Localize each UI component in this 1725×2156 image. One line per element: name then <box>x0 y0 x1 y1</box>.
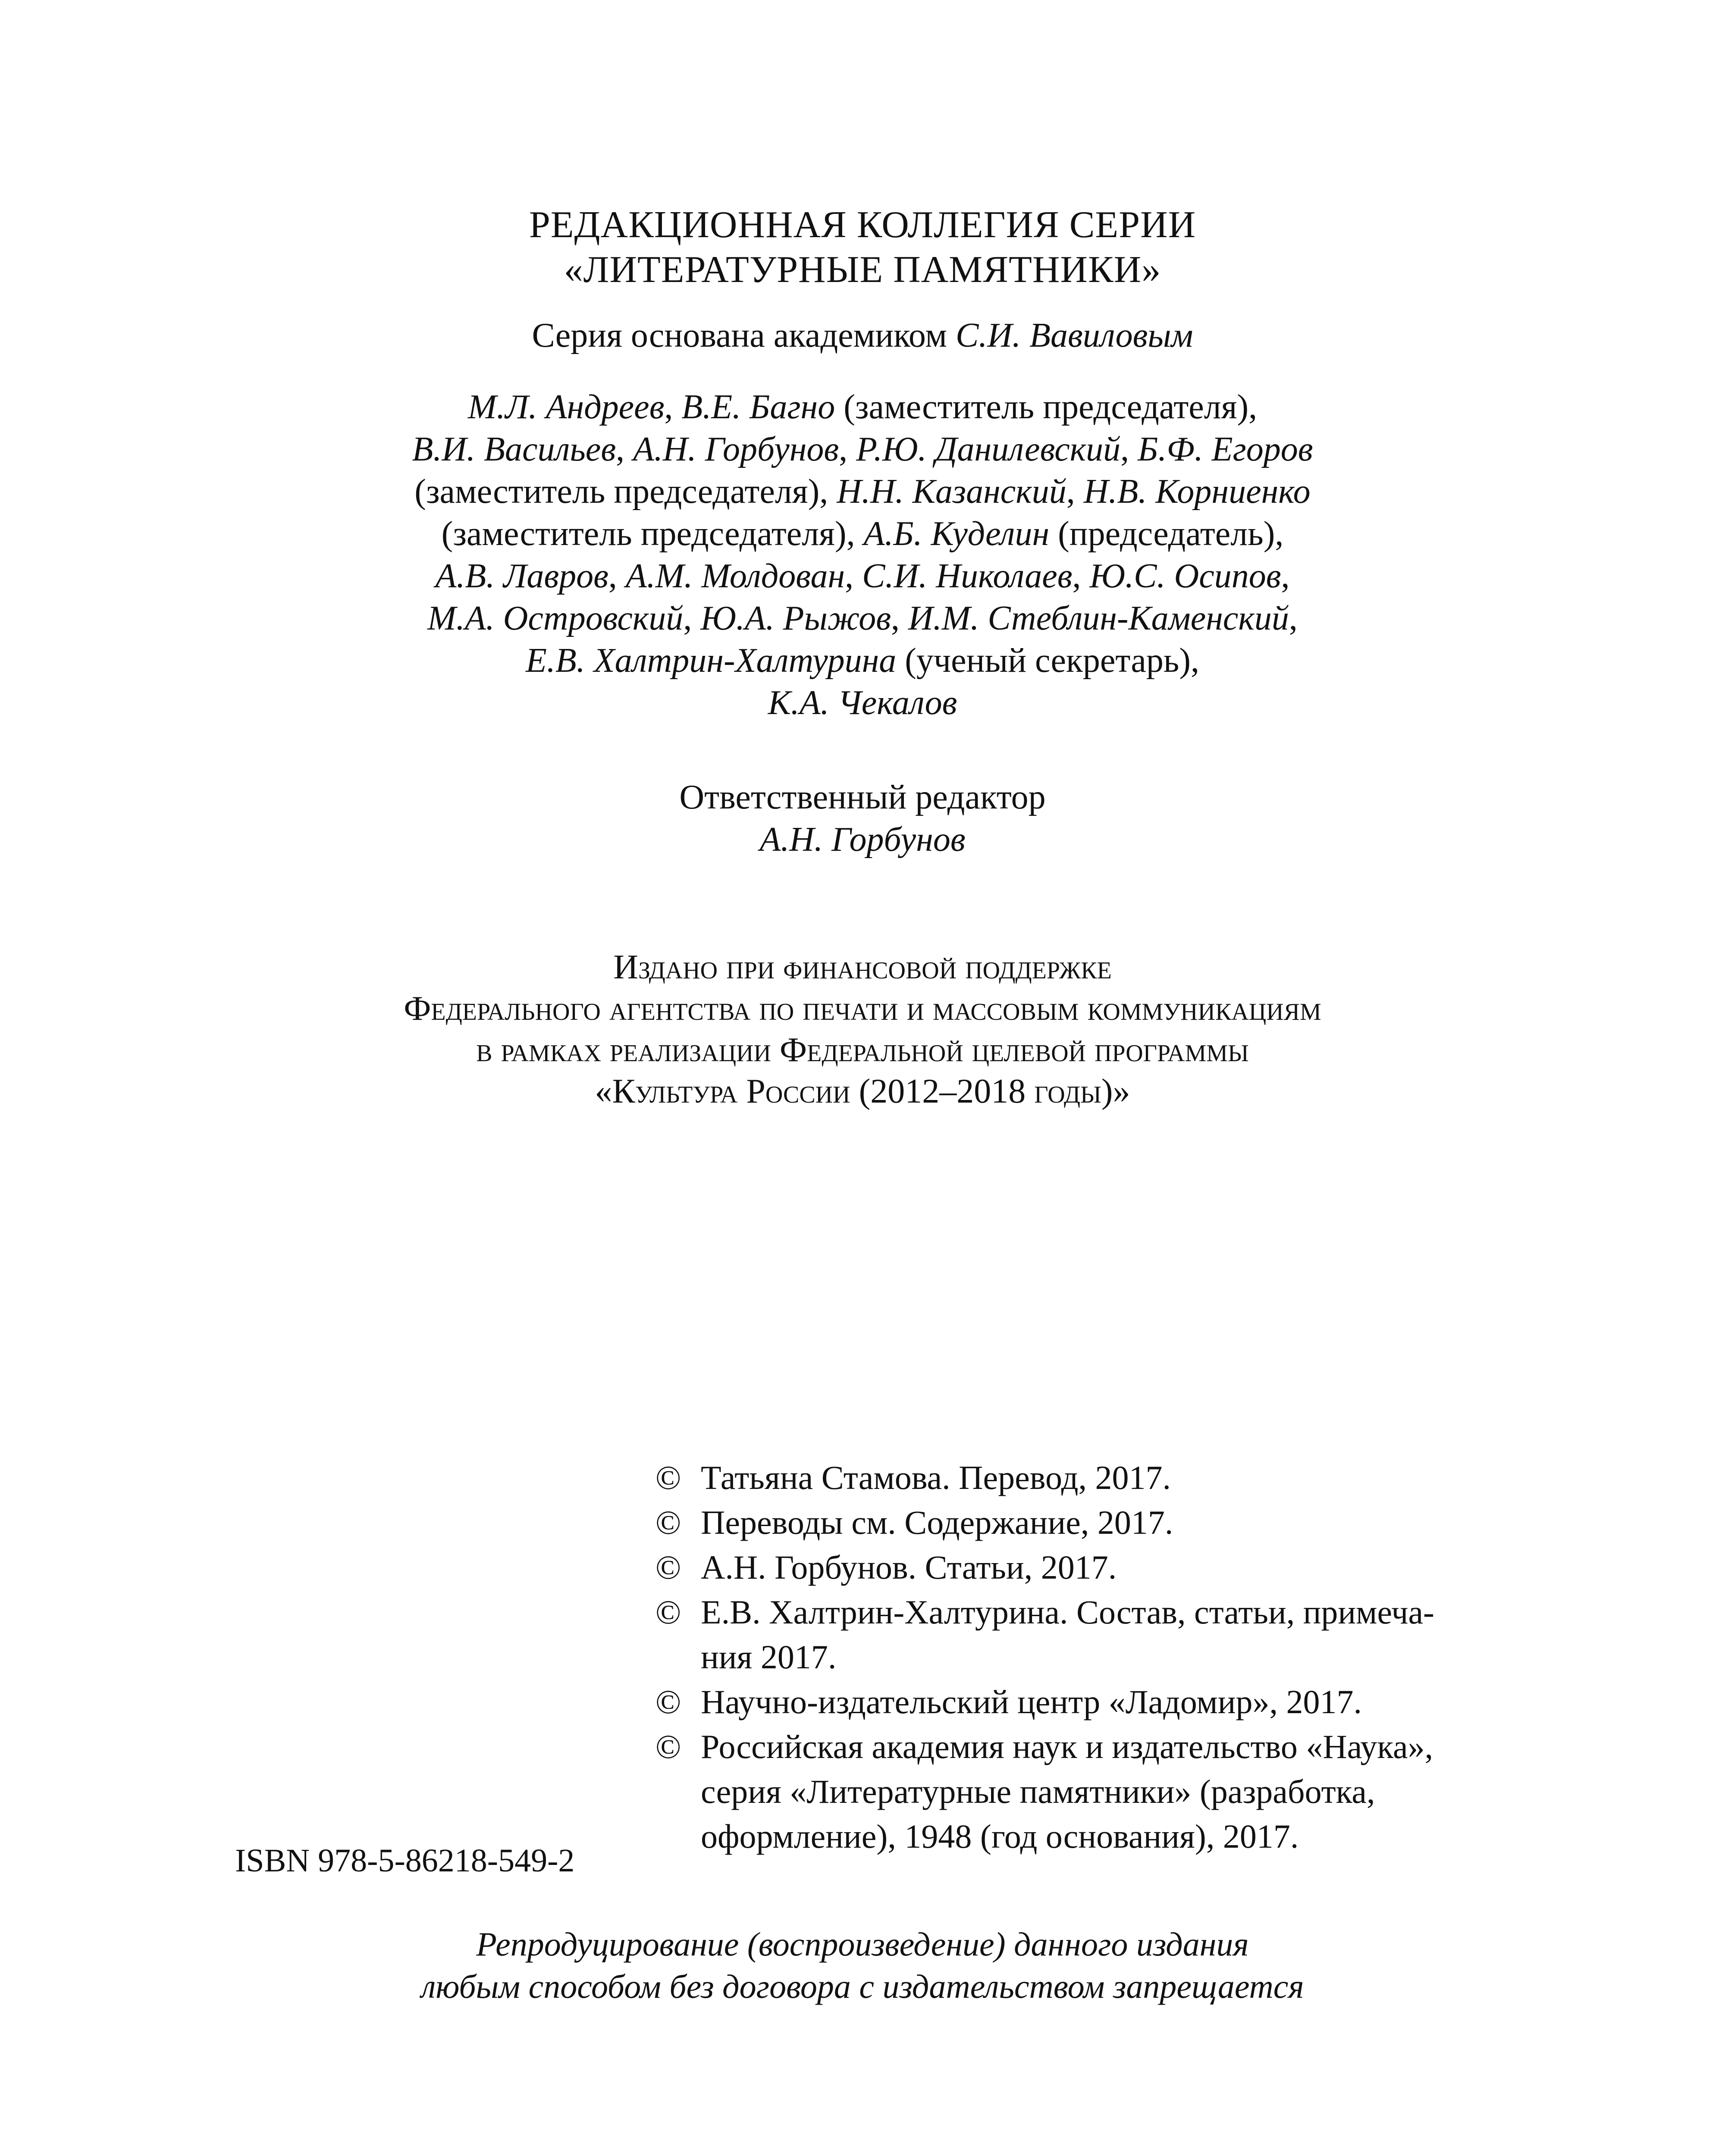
copyright-item <box>656 1545 1535 1590</box>
board-title-line: РЕДАКЦИОННАЯ КОЛЛЕГИЯ СЕРИИ <box>529 204 1196 246</box>
copyright-text: А.Н. Горбунов. Статьи, 2017. <box>701 1548 1117 1586</box>
funding-line: в рамках реализации Федеральной целевой программы <box>476 1031 1249 1069</box>
funding-line: Федерального агентства по печати и массовым коммуникациям <box>404 990 1321 1028</box>
copyright-symbol: © <box>656 1504 681 1541</box>
editor-label: Ответственный редактор <box>679 778 1046 816</box>
members-line <box>0 639 1725 682</box>
member-name: Б.Ф. Егоров <box>1138 430 1313 468</box>
reproduction-line: Репродуцирование (воспроизведение) данного издания <box>476 1925 1249 1963</box>
member-name: А.Н. Горбунов <box>633 430 839 468</box>
member-name: А.В. Лавров <box>435 557 608 595</box>
series-founded-line <box>0 315 1725 356</box>
editor-name: А.Н. Горбунов <box>759 821 966 859</box>
member-name: М.А. Островский <box>427 599 684 637</box>
editorial-board-title <box>0 203 1725 292</box>
copyright-item <box>656 1590 1535 1680</box>
member-role: (заместитель председателя), <box>441 515 864 553</box>
copyright-text: ния 2017. <box>701 1638 837 1676</box>
copyright-text: серия «Литературные памятники» (разработка, <box>701 1773 1375 1810</box>
members-line: М.Л. Андреев, В.Е. Багно (заместитель председателя), <box>467 388 1258 426</box>
members-line: В.И. Васильев, А.Н. Горбунов, Р.Ю. Данилевский, Б.Ф. Егоров <box>412 430 1313 468</box>
board-title-line: «ЛИТЕРАТУРНЫЕ ПАМЯТНИКИ» <box>564 249 1161 291</box>
member-name: А.М. Молдован <box>625 557 845 595</box>
members-line <box>0 682 1725 724</box>
funding-notice <box>0 946 1725 1112</box>
member-name: В.Е. Багно <box>681 388 835 426</box>
copyright-text: Татьяна Стамова. Перевод, 2017. <box>701 1459 1171 1496</box>
members-line: А.В. Лавров, А.М. Молдован, С.И. Николаев, Ю.С. Осипов, <box>435 557 1290 595</box>
copyright-text: Е.В. Халтрин-Халтурина. Состав, статьи, примеча- <box>701 1593 1435 1631</box>
member-role: (заместитель председателя), <box>835 388 1258 426</box>
member-role: (председатель), <box>1049 515 1284 553</box>
copyright-text: оформление), 1948 (год основания), 2017. <box>701 1818 1299 1855</box>
copyright-symbol: © <box>656 1683 681 1720</box>
copyright-symbol: © <box>656 1459 681 1496</box>
reproduction-line: любым способом без договора с издательством запрещается <box>421 1968 1304 2005</box>
reproduction-notice <box>0 1923 1725 2008</box>
member-name: Н.Н. Казанский <box>837 473 1066 511</box>
member-name: Р.Ю. Данилевский <box>856 430 1121 468</box>
copyright-symbol: © <box>656 1593 681 1631</box>
member-name: И.М. Стеблин-Каменский <box>908 599 1289 637</box>
isbn: ISBN 978-5-86218-549-2 <box>235 1843 575 1879</box>
copyright-text: Научно-издательский центр «Ладомир», 2017. <box>701 1683 1362 1720</box>
member-name: Ю.С. Осипов <box>1089 557 1281 595</box>
member-name: Н.В. Корниенко <box>1083 473 1311 511</box>
funding-line: Издано при финансовой поддержке <box>613 948 1112 986</box>
copyright-item <box>656 1724 1535 1859</box>
member-role: (ученый секретарь), <box>896 642 1199 680</box>
copyright-item <box>656 1500 1535 1545</box>
copyright-item <box>656 1680 1535 1724</box>
copyright-text: Переводы см. Содержание, 2017. <box>701 1504 1173 1541</box>
founded-prefix: Серия основана академиком <box>532 317 947 354</box>
board-members <box>0 386 1725 724</box>
member-name: Е.В. Халтрин-Халтурина <box>526 642 897 680</box>
member-name: А.Б. Куделин <box>863 515 1050 553</box>
member-role: (заместитель председателя), <box>414 473 837 511</box>
members-line: (заместитель председателя), Н.Н. Казанский, Н.В. Корниенко <box>414 473 1311 511</box>
members-line <box>0 513 1725 555</box>
copyright-list <box>656 1455 1535 1859</box>
funding-line: «Культура России (2012–2018 годы)» <box>595 1072 1130 1110</box>
copyright-text: Российская академия наук и издательство «Наука», <box>701 1728 1433 1765</box>
member-name: Ю.А. Рыжов <box>700 599 891 637</box>
responsible-editor <box>0 776 1725 861</box>
members-line: М.А. Островский, Ю.А. Рыжов, И.М. Стеблин-Каменский, <box>427 599 1298 637</box>
member-name: С.И. Николаев <box>862 557 1073 595</box>
member-name: В.И. Васильев <box>412 430 616 468</box>
member-name: К.А. Чекалов <box>768 684 957 722</box>
copyright-symbol: © <box>656 1728 681 1765</box>
member-name: М.Л. Андреев <box>467 388 665 426</box>
founder-name: С.И. Вавиловым <box>956 317 1193 354</box>
copyright-item <box>656 1455 1535 1500</box>
copyright-symbol: © <box>656 1548 681 1586</box>
